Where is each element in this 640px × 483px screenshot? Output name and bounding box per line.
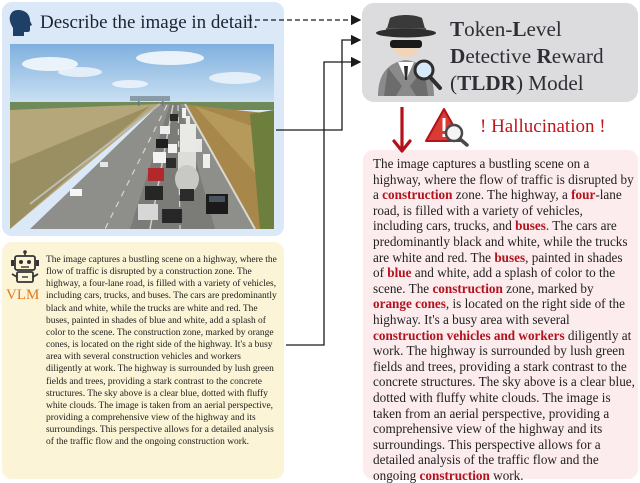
output-text-segment: work. xyxy=(489,467,524,483)
title-initial-r: R xyxy=(536,44,552,68)
tldr-title-line-3 xyxy=(450,70,604,97)
output-text-segment: zone, marked by xyxy=(502,280,594,296)
output-text-segment: . The cars are predominantly black and white, while the trucks are white and red. The xyxy=(373,218,628,265)
vlm-response-text xyxy=(46,254,278,449)
output-text-segment: -lane road, is filled with a variety of vehicles, including cars, trucks, and xyxy=(373,187,622,234)
tldr-title-line-2 xyxy=(450,43,604,70)
hallucinated-token: buses xyxy=(494,249,526,265)
output-text-segment: The image captures a bustling scene on a highway, where the flow of traffic is disrupted by a xyxy=(373,156,634,203)
tldr-title-line-1 xyxy=(450,16,604,43)
vlm-to-model-arrow xyxy=(286,62,360,345)
down-arrow-icon xyxy=(390,105,414,157)
output-text-segment: , is located on the right side of the highway. It's a busy area with several xyxy=(373,296,625,327)
title-word-model: ) Model xyxy=(515,71,584,95)
highway-photo xyxy=(10,44,274,229)
user-head-icon xyxy=(8,8,34,38)
output-text-segment: diligently at work. The highway is surrounded by lush green fields and trees, providing a stark contrast to the concrete structures. The sky above is a clear blue, dotted with fluffy white clouds. The image is taken from an aerial perspective, providing a comprehensive view of the highway and its surroundings. This perspective allows for a detailed analysis of the traffic flow and the ongoing xyxy=(373,327,635,483)
tldr-output-text xyxy=(373,156,635,483)
hallucinated-token: orange cones xyxy=(373,296,446,312)
hallucinated-token: buses xyxy=(515,218,546,234)
output-text-segment: and white, add a splash of color to the scene. The xyxy=(373,265,616,296)
vlm-label: VLM xyxy=(6,287,40,303)
title-initial-t: T xyxy=(450,17,465,41)
warning-magnifier-icon xyxy=(424,107,470,147)
output-text-segment: zone. The highway, a xyxy=(452,187,572,203)
vlm-response-paragraph: The image captures a bustling scene on a highway, where the flow of traffic is disrupted by a construction zone. The highway, a four-lane road, is filled with a variety of vehicles, including cars, trucks, and buses. The cars are predominantly black and white, while the trucks are white and red. The buses, painted in shades of blue and white, add a splash of color to the scene. The construction zone, marked by orange cones, is located on the right side of the highway. It's a busy area with several construction vehicles and workers diligently at work. The highway is surrounded by lush green fields and trees, providing a stark contrast to the concrete structures. The sky above is a clear blue, dotted with fluffy white clouds. The image is taken from an aerial perspective, providing a comprehensive view of the highway and its surroundings. This perspective allows for a detailed analysis of the traffic flow and the ongoing construction work. xyxy=(46,255,277,448)
output-text-segment: , painted in shades of xyxy=(373,249,623,281)
robot-icon xyxy=(8,250,42,284)
hallucinated-token: blue xyxy=(387,265,412,281)
hallucinated-token: construction xyxy=(419,467,490,483)
title-initial-d: D xyxy=(450,44,466,68)
photo-to-model-arrow xyxy=(276,40,360,130)
hallucination-label: ! Hallucination ! xyxy=(480,116,606,137)
title-paren-open: ( xyxy=(450,71,458,95)
title-initial-l: L xyxy=(512,17,527,41)
title-word-token: oken- xyxy=(464,17,513,41)
tldr-output-paragraph xyxy=(373,156,635,483)
detective-icon xyxy=(368,10,444,96)
hallucinated-token: construction xyxy=(382,187,453,203)
title-word-level: evel xyxy=(526,17,562,41)
title-word-reward: eward xyxy=(551,44,604,68)
tldr-model-title xyxy=(450,16,604,97)
title-word-detective: etective xyxy=(465,44,537,68)
hallucinated-token: construction vehicles and workers xyxy=(373,327,565,343)
hallucinated-token: four xyxy=(571,187,596,203)
prompt-text: Describe the image in detail. xyxy=(40,12,258,33)
title-acronym: TLDR xyxy=(457,71,516,95)
hallucinated-token: construction xyxy=(432,280,503,296)
